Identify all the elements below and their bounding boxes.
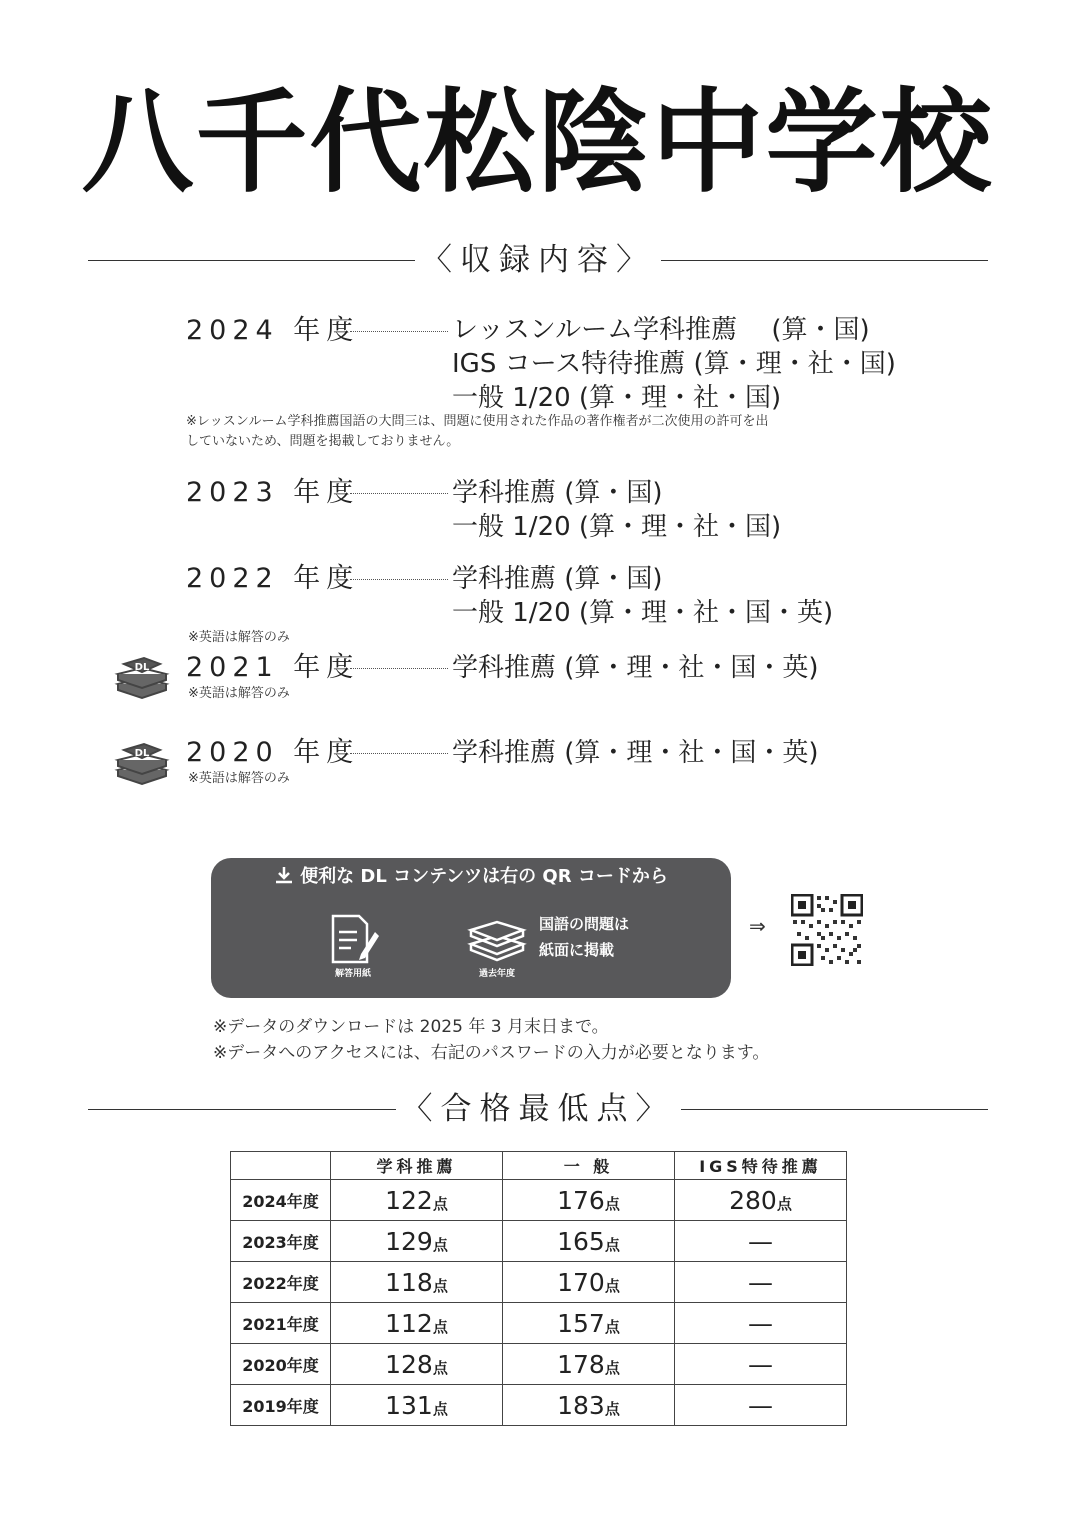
table-row [231,1303,847,1344]
year-label: 2020 年度 [186,737,360,768]
contents-heading-label: 〈収録内容〉 [415,242,661,278]
answer-sheet-caption: 解答用紙 [334,969,371,979]
answer-sheet-icon [327,912,379,968]
table-row [231,1385,847,1426]
score-cell: 118点 [331,1262,503,1303]
score-cell: — [675,1344,847,1385]
content-item: 学科推薦 (算・理・社・国・英) [452,738,819,768]
score-cell: — [675,1262,847,1303]
page-title: 八千代松陰中学校 [81,78,994,208]
dot-leader [350,579,448,580]
content-item: 一般 1/20 (算・理・社・国・英) [452,598,834,628]
dl-content-banner [211,858,731,998]
dl-banner-text: 国語の問題は [539,915,630,933]
score-cell: 157点 [503,1303,675,1344]
year-label: 2021 年度 [186,652,360,683]
score-cell: 165点 [503,1221,675,1262]
year-label: 2024 年度 [186,315,360,346]
dl-banner-title [211,862,731,892]
download-icon [274,866,294,884]
score-cell: 178点 [503,1344,675,1385]
content-item: 学科推薦 (算・国) [452,478,663,508]
content-note: していないため、問題を掲載しておりません。 [186,434,460,449]
download-books-icon [114,654,170,706]
download-note: ※データへのアクセスには、右記のパスワードの入力が必要となります。 [213,1043,770,1063]
minimum-scores-table [230,1151,847,1426]
dl-banner-text: 紙面に掲載 [539,941,615,959]
content-note: ※英語は解答のみ [188,771,290,786]
score-cell: 170点 [503,1262,675,1303]
content-item: 一般 1/20 (算・理・社・国) [452,512,782,542]
score-cell: 280点 [675,1180,847,1221]
scores-heading [88,1089,988,1129]
table-header: 一 般 [503,1152,675,1180]
dot-leader [350,493,448,494]
score-cell: — [675,1385,847,1426]
score-cell: 131点 [331,1385,503,1426]
row-year: 2019年度 [231,1385,331,1426]
table-row [231,1262,847,1303]
content-note: ※英語は解答のみ [188,630,290,645]
row-year: 2021年度 [231,1303,331,1344]
row-year: 2023年度 [231,1221,331,1262]
row-year: 2022年度 [231,1262,331,1303]
table-row [231,1180,847,1221]
content-item: 学科推薦 (算・理・社・国・英) [452,653,819,683]
dot-leader [350,331,448,332]
dot-leader [350,668,448,669]
qr-code[interactable] [791,894,863,966]
dl-label: DL [134,662,150,673]
download-note: ※データのダウンロードは 2025 年 3 月末日まで。 [213,1017,609,1037]
score-cell: — [675,1221,847,1262]
download-books-icon [114,740,170,792]
score-cell: 128点 [331,1344,503,1385]
row-year: 2024年度 [231,1180,331,1221]
content-item: 学科推薦 (算・国) [452,564,663,594]
content-item: IGS コース特待推薦 (算・理・社・国) [452,349,896,379]
table-header: IGS特待推薦 [675,1152,847,1180]
dl-label: DL [134,748,150,759]
table-header-row [231,1152,847,1180]
score-cell: 183点 [503,1385,675,1426]
row-year: 2020年度 [231,1344,331,1385]
score-cell: 112点 [331,1303,503,1344]
year-label: 2023 年度 [186,477,360,508]
table-row [231,1344,847,1385]
score-cell: 176点 [503,1180,675,1221]
table-header [231,1152,331,1180]
past-years-books-icon [467,910,527,966]
dot-leader [350,753,448,754]
year-label: 2022 年度 [186,563,360,594]
content-note: ※英語は解答のみ [188,686,290,701]
table-header: 学科推薦 [331,1152,503,1180]
arrow: ⇒ [749,914,766,938]
contents-heading [88,240,988,280]
dl-banner-title-text: 便利な DL コンテンツは右の QR コードから [300,866,668,887]
table-row [231,1221,847,1262]
scores-heading-label: 〈合格最低点〉 [396,1091,681,1127]
score-cell: 129点 [331,1221,503,1262]
content-note: ※レッスンルーム学科推薦国語の大問三は、問題に使用された作品の著作権者が二次使用の許可を出 [186,414,769,429]
content-item: 一般 1/20 (算・理・社・国) [452,383,782,413]
score-cell: 122点 [331,1180,503,1221]
score-cell: — [675,1303,847,1344]
past-years-caption: 過去年度 [478,969,515,979]
content-item: レッスンルーム学科推薦 (算・国) [452,315,870,345]
